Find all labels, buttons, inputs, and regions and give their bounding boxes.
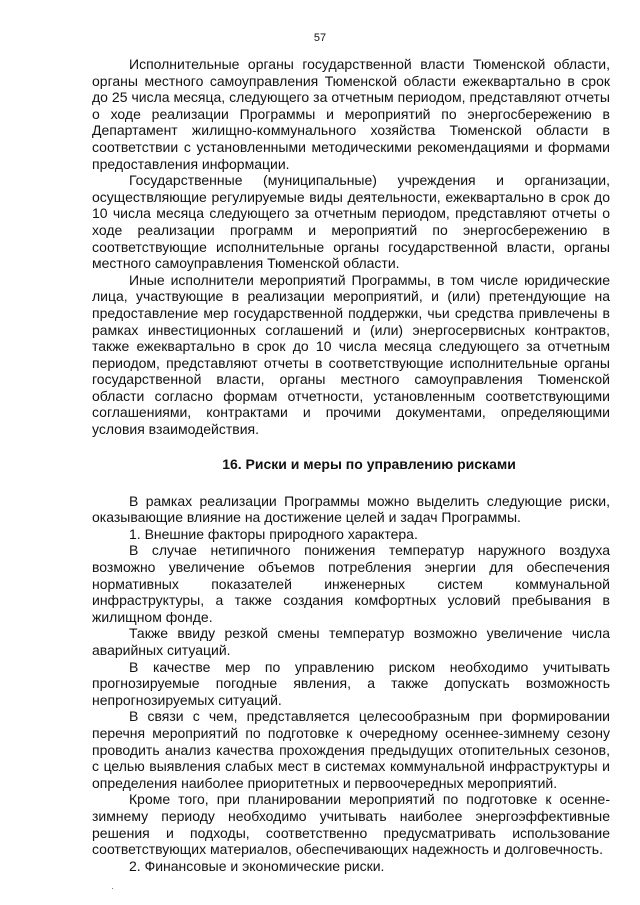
- page-number: 57: [313, 32, 327, 44]
- paragraph-temperature-drop: В случае нетипичного понижения температур наружного воздуха возможно увеличение объемов потребления энергии для обеспечения нормативных показателей инженерных систем коммунальной инфраструктуры, а также создания комфортных условий пребывания в жилищном фонде.: [92, 542, 610, 625]
- paragraph-energy-efficient-solutions: Кроме того, при планировании мероприятий по подготовке к осенне-зимнему периоду необходимо учитывать наиболее энергоэффективные решения и подходы, соответственно предусматривать использование соответствующих материалов, обеспечивающих надежность и долговечность.: [92, 791, 610, 858]
- paragraph-risks-intro: В рамках реализации Программы можно выделить следующие риски, оказывающие влияние на достижение целей и задач Программы.: [92, 492, 610, 526]
- paragraph-reporting-executive-bodies: Исполнительные органы государственной власти Тюменской области, органы местного самоуправления Тюменской области ежеквартально в срок до 25 числа месяца, следующего за отчетным периодом, представляют отчеты о ходе реализации Программы и мероприятий по энергосбережению в Департамент жилищно-коммунального хозяйства Тюменской области в соответствии с установленными методическими рекомендациями и формами предоставления информации.: [92, 56, 610, 172]
- paragraph-risk-measures: В качестве мер по управлению риском необходимо учитывать прогнозируемые погодные явления, а также допускать возможность непрогнозируемых ситуаций.: [92, 658, 610, 708]
- paragraph-financial-risks: 2. Финансовые и экономические риски.: [129, 857, 385, 874]
- paragraph-natural-factors: 1. Внешние факторы природного характера.: [129, 525, 418, 542]
- paragraph-reporting-institutions: Государственные (муниципальные) учреждения и организации, осуществляющие регулируемые виды деятельности, ежеквартально в срок до 10 числа месяца следующего за отчетным периодом, представляют отчеты о ходе реализации программ и мероприятий по энергосбережению в соответствующие исполнительные органы государственной власти, органы местного самоуправления Тюменской области.: [92, 172, 610, 272]
- paragraph-emergency-situations: Также ввиду резкой смены температур возможно увеличение числа аварийных ситуаций.: [92, 625, 610, 658]
- scan-speck: [112, 888, 113, 889]
- paragraph-season-analysis: В связи с чем, представляется целесообразным при формировании перечня мероприятий по подготовке к очередному осеннее-зимнему сезону проводить анализ качества прохождения предыдущих отопительных сезонов, с целью выявления слабых мест в системах коммунальной инфраструктуры и определения наиболее приоритетных и первоочередных мероприятий.: [92, 708, 610, 791]
- document-body: [92, 56, 610, 874]
- paragraph-reporting-other-executors: Иные исполнители мероприятий Программы, в том числе юридические лица, участвующие в реализации мероприятий, и (или) претендующие на предоставление мер государственной поддержки, чьи средства привлечены в рамках инвестиционных соглашений и (или) энергосервисных контрактов, также ежеквартально в срок до 10 числа месяца следующего за отчетным периодом, представляют отчеты в соответствующие исполнительные органы государственной власти, органы местного самоуправления Тюменской области согласно формам отчетности, установленным соответствующими соглашениями, контрактами и прочими документами, определяющими условия взаимодействия.: [92, 271, 610, 438]
- section-heading: 16. Риски и меры по управлению рисками: [222, 455, 516, 472]
